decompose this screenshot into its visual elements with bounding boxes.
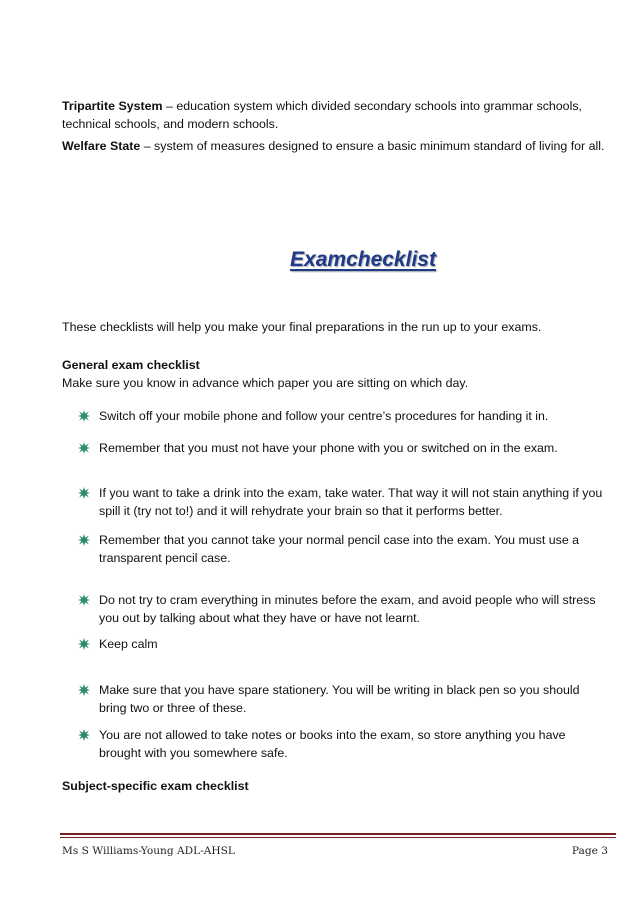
list-item-text: Remember that you cannot take your normal pencil case into the exam. You must use a transparent pencil case. — [99, 533, 580, 565]
general-checklist-heading: General exam checklist — [62, 358, 200, 372]
footer-author: Ms S Williams-Young ADL-AHSL — [62, 845, 235, 857]
subject-checklist-heading: Subject-specific exam checklist — [62, 779, 249, 793]
star-burst-icon — [78, 442, 90, 454]
footer-page-number: Page 3 — [571, 845, 608, 857]
intro-paragraph: These checklists will help you make your final preparations in the run up to your exams. — [62, 320, 542, 334]
star-burst-icon — [78, 638, 90, 650]
star-burst-icon — [78, 487, 90, 499]
footer-divider — [60, 833, 616, 835]
list-item-text: Keep calm — [99, 637, 158, 651]
star-burst-icon — [78, 534, 90, 546]
general-checklist-lead: Make sure you know in advance which paper you are sitting on which day. — [62, 376, 469, 390]
list-item-text: If you want to take a drink into the exam, take water. That way it will not stain anything if you spill it (try not to!) and it will rehydrate your brain so that it performs better. — [99, 486, 603, 518]
page-title: Examchecklist — [290, 248, 436, 271]
footer-divider-thin — [60, 837, 616, 838]
star-burst-icon — [78, 594, 90, 606]
glossary-entry-tripartite — [62, 97, 610, 133]
glossary-term: Welfare State — [62, 139, 141, 153]
star-burst-icon — [78, 729, 90, 741]
list-item-text: Switch off your mobile phone and follow your centre’s procedures for handing it in. — [99, 409, 549, 423]
list-item-text: Do not try to cram everything in minutes before the exam, and avoid people who will stress you out by talking about what they have or have not learnt. — [99, 593, 596, 625]
star-burst-icon — [78, 684, 90, 696]
list-item-text: Remember that you must not have your phone with you or switched on in the exam. — [99, 441, 558, 455]
glossary-definition: – system of measures designed to ensure a basic minimum standard of living for all. — [140, 139, 605, 153]
list-item-text: Make sure that you have spare stationery. You will be writing in black pen so you should bring two or three of these. — [99, 683, 580, 715]
list-item-text: You are not allowed to take notes or books into the exam, so store anything you have brought with you somewhere safe. — [99, 728, 566, 760]
glossary-term: Tripartite System — [62, 99, 163, 113]
glossary-definition: – education system which divided secondary schools into grammar schools, technical schools, and modern schools. — [62, 99, 582, 131]
glossary-entry-welfare-state — [62, 137, 610, 155]
star-burst-icon — [78, 410, 90, 422]
